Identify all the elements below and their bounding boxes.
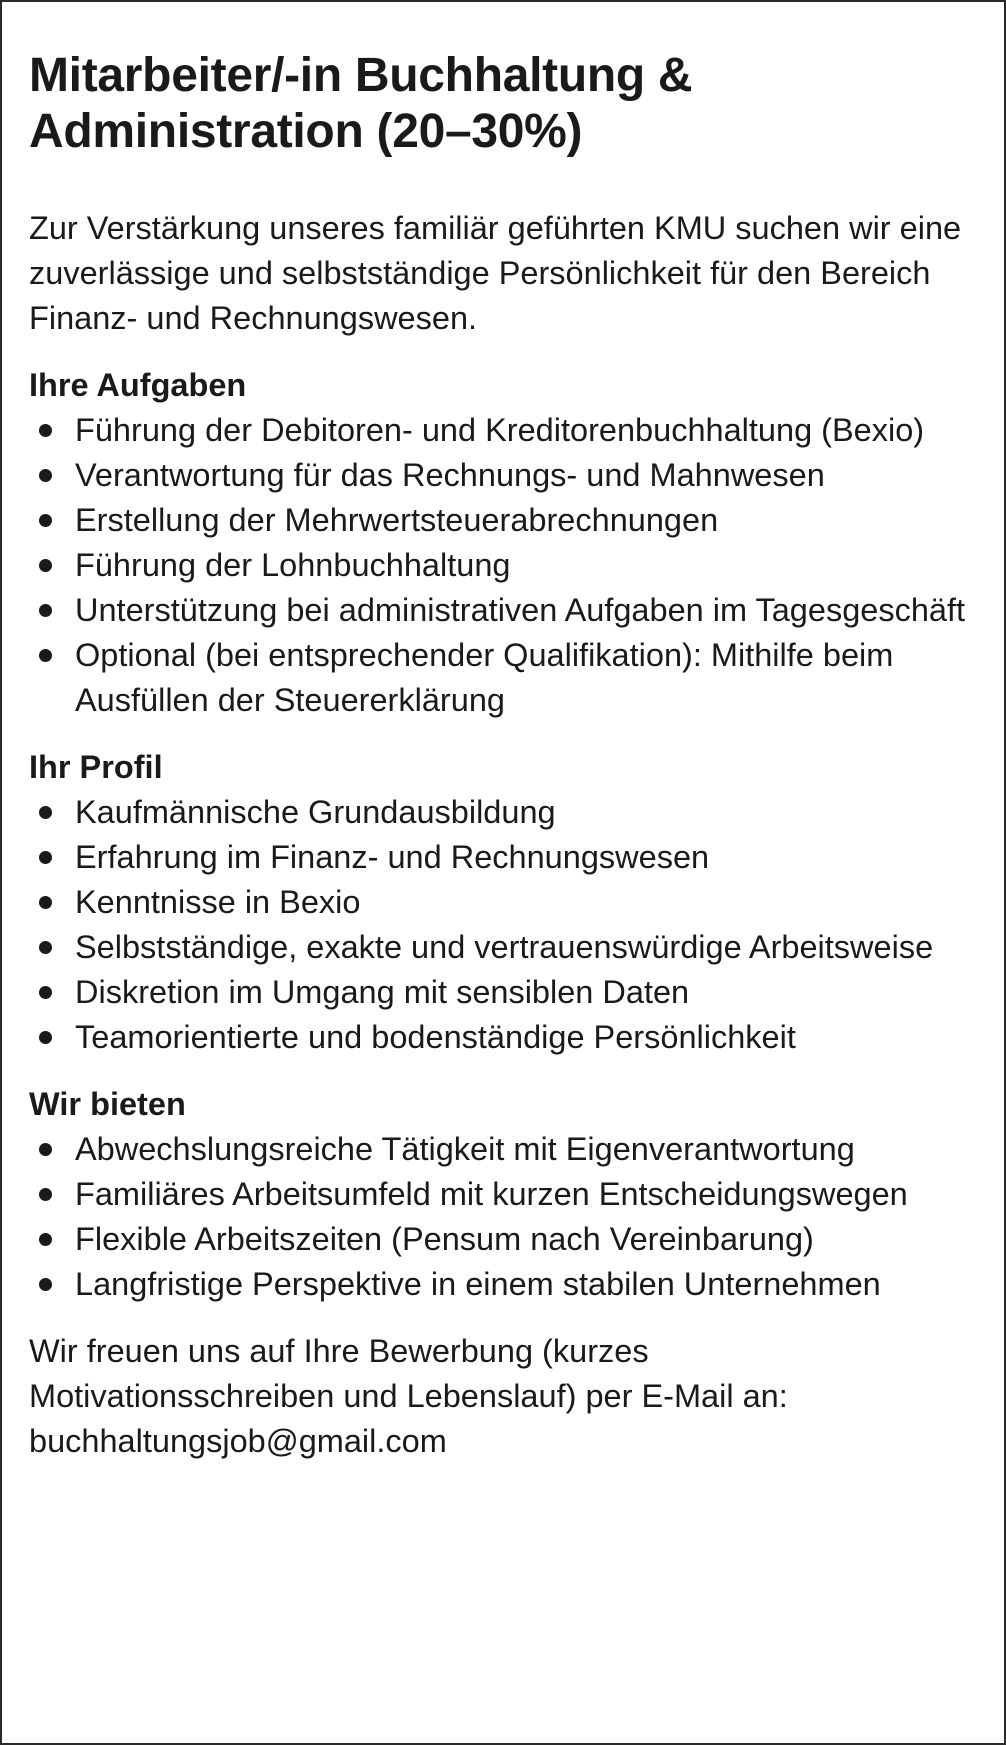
bullet-icon — [39, 1188, 52, 1201]
list-item — [29, 1015, 989, 1060]
bullet-list — [29, 408, 989, 723]
bullet-icon — [39, 514, 52, 527]
section-profil — [29, 745, 989, 1060]
section-heading: Ihr Profil — [29, 749, 163, 785]
closing-line-2: Motivationsschreiben und Lebenslauf) per E-Mail an: — [29, 1378, 788, 1414]
bullet-list — [29, 1127, 989, 1307]
bullet-icon — [39, 941, 52, 954]
list-item-text: Abwechslungsreiche Tätigkeit mit Eigenverantwortung — [75, 1131, 855, 1167]
list-item — [29, 790, 989, 835]
bullet-icon — [39, 649, 52, 662]
list-item — [29, 970, 989, 1015]
bullet-icon — [39, 896, 52, 909]
bullet-icon — [39, 806, 52, 819]
closing-text — [29, 1329, 989, 1464]
section-angebot — [29, 1082, 989, 1307]
closing-line-1: Wir freuen uns auf Ihre Bewerbung (kurzes — [29, 1333, 649, 1369]
list-item-text: Kaufmännische Grundausbildung — [75, 794, 556, 830]
bullet-list — [29, 790, 989, 1060]
list-item-text: Erstellung der Mehrwertsteuerabrechnungen — [75, 502, 719, 538]
bullet-icon — [39, 1233, 52, 1246]
job-title-line-1: Mitarbeiter/-in Buchhaltung & — [29, 49, 693, 102]
bullet-icon — [39, 1143, 52, 1156]
contact-email: buchhaltungsjob@gmail.com — [29, 1423, 447, 1459]
bullet-icon — [39, 424, 52, 437]
list-item — [29, 543, 989, 588]
bullet-icon — [39, 559, 52, 572]
list-item — [29, 1262, 989, 1307]
bullet-icon — [39, 1031, 52, 1044]
list-item-text: Führung der Debitoren- und Kreditorenbuchhaltung (Bexio) — [75, 412, 925, 448]
list-item-text: Verantwortung für das Rechnungs- und Mahnwesen — [75, 457, 825, 493]
section-heading: Ihre Aufgaben — [29, 367, 247, 403]
list-item-text: Optional (bei entsprechender Qualifikation): Mithilfe beim Ausfüllen der Steuererklärung — [75, 637, 894, 718]
list-item-text: Erfahrung im Finanz- und Rechnungswesen — [75, 839, 710, 875]
list-item — [29, 588, 989, 633]
bullet-icon — [39, 604, 52, 617]
list-item-text: Teamorientierte und bodenständige Persönlichkeit — [75, 1019, 796, 1055]
job-title-line-2: Administration (20–30%) — [29, 105, 583, 158]
bullet-icon — [39, 1278, 52, 1291]
list-item-text: Diskretion im Umgang mit sensiblen Daten — [75, 974, 690, 1010]
section-heading: Wir bieten — [29, 1086, 186, 1122]
list-item — [29, 925, 989, 970]
list-item — [29, 1217, 989, 1262]
list-item — [29, 453, 989, 498]
job-ad — [29, 48, 989, 1464]
list-item-text: Führung der Lohnbuchhaltung — [75, 547, 511, 583]
bullet-icon — [39, 469, 52, 482]
list-item-text: Selbstständige, exakte und vertrauenswürdige Arbeitsweise — [75, 929, 934, 965]
list-item — [29, 1127, 989, 1172]
list-item — [29, 408, 989, 453]
list-item — [29, 633, 989, 723]
list-item — [29, 835, 989, 880]
list-item-text: Kenntnisse in Bexio — [75, 884, 361, 920]
list-item-text: Familiäres Arbeitsumfeld mit kurzen Entscheidungswegen — [75, 1176, 908, 1212]
list-item-text: Langfristige Perspektive in einem stabilen Unternehmen — [75, 1266, 881, 1302]
list-item — [29, 880, 989, 925]
list-item — [29, 1172, 989, 1217]
intro-text: Zur Verstärkung unseres familiär geführten KMU suchen wir eine zuverlässige und selbstständige Persönlichkeit für den Bereich Finanz- und Rechnungswesen. — [29, 210, 962, 336]
bullet-icon — [39, 986, 52, 999]
list-item — [29, 498, 989, 543]
job-title — [29, 48, 989, 160]
list-item-text: Flexible Arbeitszeiten (Pensum nach Vereinbarung) — [75, 1221, 814, 1257]
list-item-text: Unterstützung bei administrativen Aufgaben im Tagesgeschäft — [75, 592, 966, 628]
section-aufgaben — [29, 363, 989, 723]
bullet-icon — [39, 851, 52, 864]
